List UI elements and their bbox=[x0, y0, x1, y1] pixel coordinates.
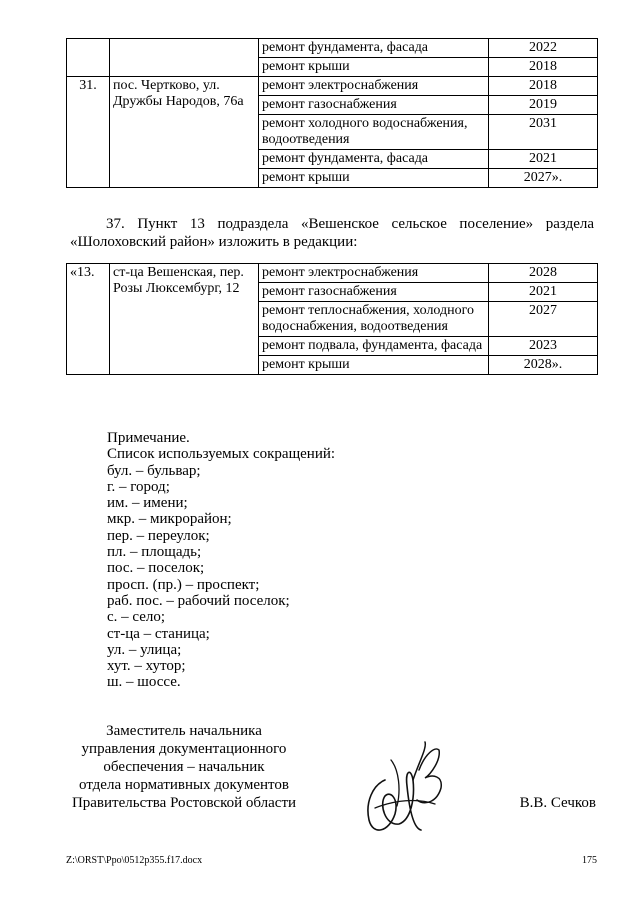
work-cell: ремонт крыши bbox=[259, 169, 489, 188]
position-line: обеспечения – начальник bbox=[103, 759, 265, 775]
work-cell: ремонт газоснабжения bbox=[259, 283, 489, 302]
work-cell: ремонт теплоснабжения, холодного водоснабжения, водоотведения bbox=[259, 302, 489, 337]
handwritten-signature bbox=[355, 740, 445, 840]
table-row bbox=[67, 39, 598, 58]
note-intro: Список используемых сокращений: bbox=[107, 446, 336, 463]
list-item: ул. – улица; bbox=[107, 641, 182, 658]
work-cell: ремонт электроснабжения bbox=[259, 77, 489, 96]
year-cell: 2031 bbox=[489, 115, 598, 150]
table-row bbox=[67, 264, 598, 283]
year-cell: 2019 bbox=[489, 96, 598, 115]
row-number bbox=[67, 39, 110, 77]
year-cell: 2018 bbox=[489, 58, 598, 77]
year-cell: 2023 bbox=[489, 337, 598, 356]
year-cell: 2021 bbox=[489, 283, 598, 302]
address-cell: пос. Чертково, ул. Дружбы Народов, 76а bbox=[110, 77, 259, 188]
year-cell: 2018 bbox=[489, 77, 598, 96]
list-item: пл. – площадь; bbox=[107, 544, 202, 561]
signatory-position bbox=[66, 722, 302, 812]
work-cell: ремонт холодного водоснабжения, водоотведения bbox=[259, 115, 489, 150]
list-item: пос. – поселок; bbox=[107, 560, 205, 577]
year-cell: 2027 bbox=[489, 302, 598, 337]
work-cell: ремонт фундамента, фасада bbox=[259, 39, 489, 58]
page-number: 175 bbox=[582, 855, 597, 866]
list-item: ст-ца – станица; bbox=[107, 625, 210, 642]
address-cell bbox=[110, 39, 259, 77]
table-row bbox=[67, 77, 598, 96]
position-line: Правительства Ростовской области bbox=[71, 795, 297, 811]
year-cell: 2028». bbox=[489, 356, 598, 375]
list-item: бул. – бульвар; bbox=[107, 462, 201, 479]
position-line: управления документационного bbox=[81, 741, 287, 757]
list-item: просп. (пр.) – проспект; bbox=[107, 576, 260, 593]
list-item: раб. пос. – рабочий поселок; bbox=[107, 592, 290, 609]
work-cell: ремонт газоснабжения bbox=[259, 96, 489, 115]
work-cell: ремонт крыши bbox=[259, 356, 489, 375]
work-cell: ремонт подвала, фундамента, фасада bbox=[259, 337, 489, 356]
position-line: Заместитель начальника bbox=[106, 723, 262, 739]
note-title: Примечание. bbox=[107, 430, 190, 446]
list-item: ш. – шоссе. bbox=[107, 674, 181, 691]
work-cell: ремонт электроснабжения bbox=[259, 264, 489, 283]
list-item: г. – город; bbox=[107, 478, 170, 495]
year-cell: 2027». bbox=[489, 169, 598, 188]
list-item: мкр. – микрорайон; bbox=[107, 511, 232, 528]
file-path: Z:\ORST\Ppo\0512p355.f17.docx bbox=[66, 855, 203, 866]
list-item: им. – имени; bbox=[107, 495, 188, 512]
signer-name: В.В. Сечков bbox=[519, 795, 596, 811]
abbreviations-note bbox=[107, 430, 335, 691]
year-cell: 2028 bbox=[489, 264, 598, 283]
list-item: с. – село; bbox=[107, 609, 166, 626]
address-cell: ст-ца Вешенская, пер. Розы Люксембург, 12 bbox=[110, 264, 259, 375]
work-cell: ремонт крыши bbox=[259, 58, 489, 77]
table-continuation bbox=[66, 38, 598, 188]
table-amendment bbox=[66, 263, 598, 375]
amendment-paragraph: 37. Пункт 13 подраздела «Вешенское сельское поселение» раздела «Шолоховский район» изложить в редакции: bbox=[70, 216, 594, 250]
row-number: 31. bbox=[67, 77, 110, 188]
year-cell: 2022 bbox=[489, 39, 598, 58]
year-cell: 2021 bbox=[489, 150, 598, 169]
list-item: пер. – переулок; bbox=[107, 527, 210, 544]
position-line: отдела нормативных документов bbox=[79, 777, 289, 793]
row-number: «13. bbox=[67, 264, 110, 375]
list-item: хут. – хутор; bbox=[107, 658, 186, 675]
work-cell: ремонт фундамента, фасада bbox=[259, 150, 489, 169]
